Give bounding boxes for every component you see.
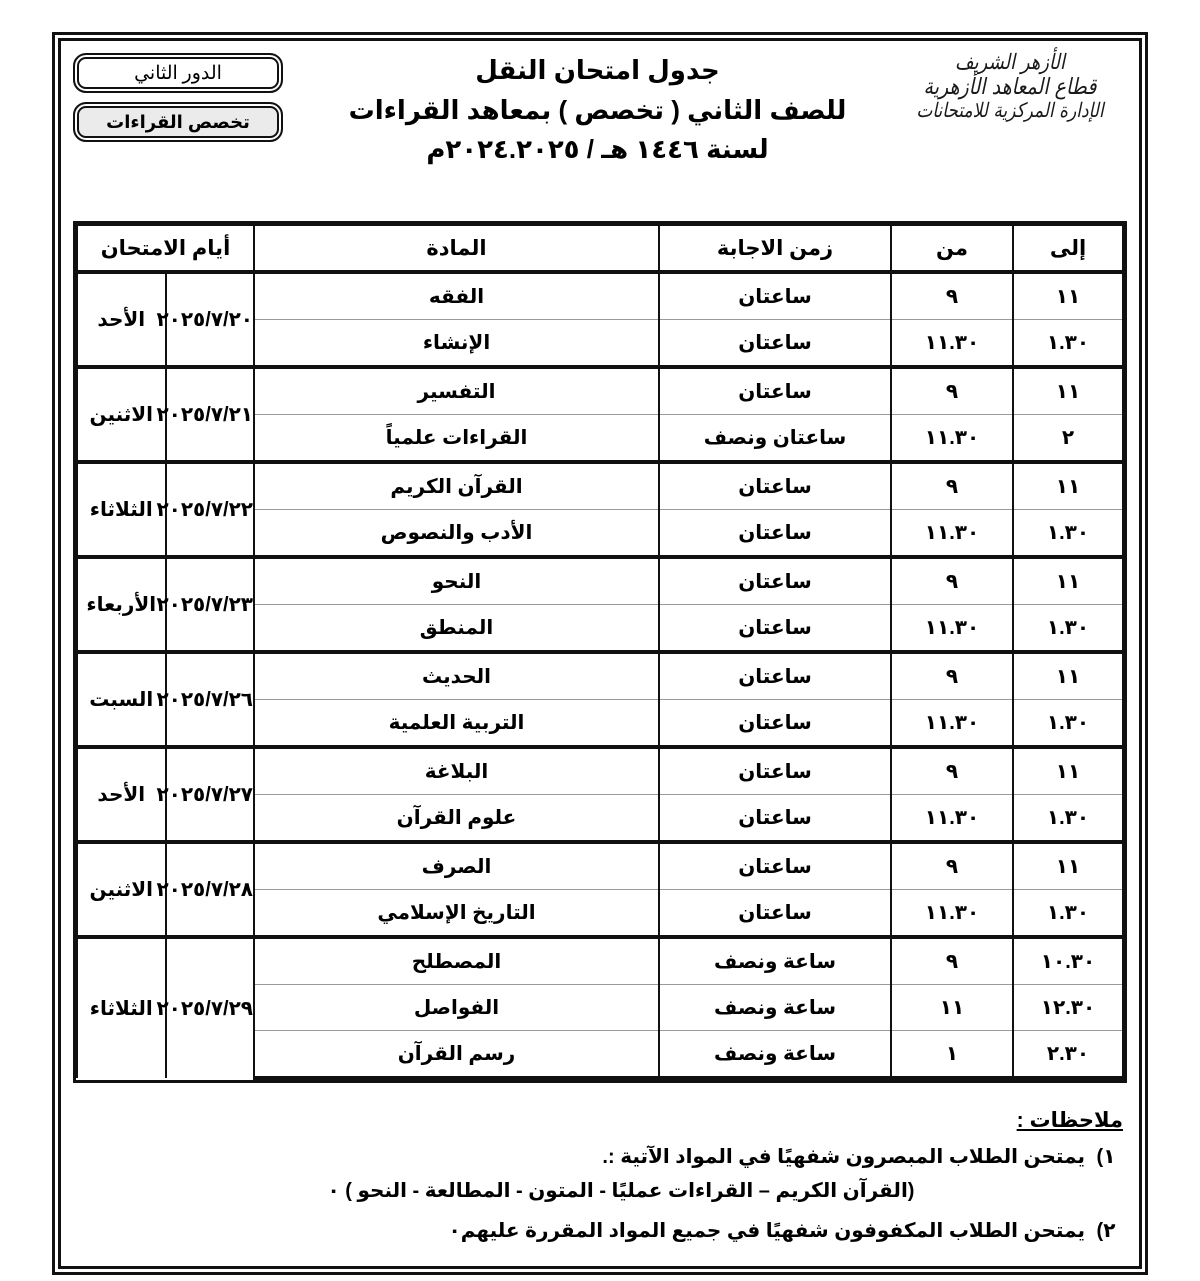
cell-from: ١١.٣٠ bbox=[891, 605, 1013, 653]
cell-from: ٩ bbox=[891, 462, 1013, 510]
table-body bbox=[77, 272, 1123, 1078]
cell-subject: النحو bbox=[254, 557, 659, 605]
table-row bbox=[77, 842, 1123, 890]
column-header-to: إلى bbox=[1013, 225, 1123, 272]
cell-subject: القرآن الكريم bbox=[254, 462, 659, 510]
cell-from: ١١.٣٠ bbox=[891, 700, 1013, 748]
cell-duration: ساعتان bbox=[659, 747, 891, 795]
cell-duration: ساعتان bbox=[659, 462, 891, 510]
cell-to: ١.٣٠ bbox=[1013, 795, 1123, 843]
cell-from: ٩ bbox=[891, 272, 1013, 320]
cell-exam-day: الأحد bbox=[77, 272, 166, 367]
cell-exam-date: ٢٠٢٥/٧/٢٨ bbox=[166, 842, 255, 937]
column-header-duration: زمن الاجابة bbox=[659, 225, 891, 272]
table-row bbox=[77, 652, 1123, 700]
cell-subject: الفقه bbox=[254, 272, 659, 320]
cell-to: ١١ bbox=[1013, 747, 1123, 795]
cell-from: ١١ bbox=[891, 985, 1013, 1031]
cell-exam-date: ٢٠٢٥/٧/٢٩ bbox=[166, 937, 255, 1078]
title-line-2: للصف الثاني ( تخصص ) بمعاهد القراءات bbox=[348, 94, 847, 125]
cell-subject: الأدب والنصوص bbox=[254, 510, 659, 558]
cell-subject: الإنشاء bbox=[254, 320, 659, 368]
logo-line-2: قطاع المعاهد الأزهرية bbox=[923, 73, 1097, 100]
cell-subject: البلاغة bbox=[254, 747, 659, 795]
cell-to: ١٢.٣٠ bbox=[1013, 985, 1123, 1031]
cell-to: ١.٣٠ bbox=[1013, 320, 1123, 368]
column-header-exam-days: أيام الامتحان bbox=[77, 225, 254, 272]
cell-duration: ساعتان bbox=[659, 272, 891, 320]
cell-duration: ساعتان ونصف bbox=[659, 415, 891, 463]
column-header-subject: المادة bbox=[254, 225, 659, 272]
cell-to: ١١ bbox=[1013, 842, 1123, 890]
cell-from: ١ bbox=[891, 1031, 1013, 1079]
cell-duration: ساعة ونصف bbox=[659, 985, 891, 1031]
cell-to: ١١ bbox=[1013, 367, 1123, 415]
cell-to: ٢ bbox=[1013, 415, 1123, 463]
cell-to: ١١ bbox=[1013, 462, 1123, 510]
exam-schedule-table bbox=[76, 224, 1124, 1080]
cell-exam-day: السبت bbox=[77, 652, 166, 747]
cell-from: ٩ bbox=[891, 557, 1013, 605]
table-row bbox=[77, 937, 1123, 985]
table-head bbox=[77, 225, 1123, 272]
cell-exam-day: الاثنين bbox=[77, 842, 166, 937]
cell-from: ١١.٣٠ bbox=[891, 795, 1013, 843]
cell-to: ١١ bbox=[1013, 557, 1123, 605]
note-number: ٢) bbox=[1096, 1220, 1116, 1242]
logo-line-1: الأزهر الشريف bbox=[955, 50, 1065, 75]
table-row bbox=[77, 367, 1123, 415]
cell-exam-day: الثلاثاء bbox=[77, 462, 166, 557]
page-title bbox=[315, 51, 880, 170]
cell-subject: الحديث bbox=[254, 652, 659, 700]
round-badge-label: الدور الثاني bbox=[134, 62, 222, 84]
cell-subject: رسم القرآن bbox=[254, 1031, 659, 1079]
exam-schedule-table-wrapper bbox=[73, 221, 1127, 1083]
cell-exam-day: الأربعاء bbox=[77, 557, 166, 652]
cell-duration: ساعتان bbox=[659, 557, 891, 605]
cell-to: ١٠.٣٠ bbox=[1013, 937, 1123, 985]
cell-duration: ساعتان bbox=[659, 890, 891, 938]
notes-section bbox=[73, 1108, 1127, 1252]
note-item bbox=[73, 1217, 1127, 1246]
cell-exam-day: الأحد bbox=[77, 747, 166, 842]
cell-subject: الفواصل bbox=[254, 985, 659, 1031]
cell-duration: ساعتان bbox=[659, 700, 891, 748]
cell-subject: التاريخ الإسلامي bbox=[254, 890, 659, 938]
table-row bbox=[77, 272, 1123, 320]
cell-subject: المصطلح bbox=[254, 937, 659, 985]
cell-duration: ساعة ونصف bbox=[659, 937, 891, 985]
cell-subject: القراءات علمياً bbox=[254, 415, 659, 463]
table-row bbox=[77, 462, 1123, 510]
cell-from: ٩ bbox=[891, 747, 1013, 795]
table-row bbox=[77, 747, 1123, 795]
cell-to: ١.٣٠ bbox=[1013, 700, 1123, 748]
cell-to: ١.٣٠ bbox=[1013, 605, 1123, 653]
cell-to: ١١ bbox=[1013, 652, 1123, 700]
cell-exam-date: ٢٠٢٥/٧/٢٠ bbox=[166, 272, 255, 367]
cell-subject: التربية العلمية bbox=[254, 700, 659, 748]
cell-duration: ساعتان bbox=[659, 652, 891, 700]
cell-from: ٩ bbox=[891, 937, 1013, 985]
cell-duration: ساعتان bbox=[659, 320, 891, 368]
note-subtext: (القرآن الكريم – القراءات عمليًا - المتون - المطالعة - النحو ) ٠ bbox=[327, 1180, 915, 1202]
document-header bbox=[65, 45, 1135, 210]
notes-list bbox=[73, 1143, 1127, 1246]
table-header-row bbox=[77, 225, 1123, 272]
cell-from: ٩ bbox=[891, 367, 1013, 415]
column-header-from: من bbox=[891, 225, 1013, 272]
note-text: يمتحن الطلاب المبصرون شفهيًا في المواد الآتية :. bbox=[602, 1146, 1085, 1168]
cell-from: ١١.٣٠ bbox=[891, 890, 1013, 938]
cell-from: ٩ bbox=[891, 842, 1013, 890]
note-item bbox=[73, 1143, 1127, 1172]
round-badge bbox=[73, 53, 283, 93]
cell-subject: الصرف bbox=[254, 842, 659, 890]
notes-title: ملاحظات : bbox=[1016, 1109, 1123, 1132]
cell-exam-day: الاثنين bbox=[77, 367, 166, 462]
badge-group bbox=[73, 53, 283, 151]
cell-exam-date: ٢٠٢٥/٧/٢٣ bbox=[166, 557, 255, 652]
cell-duration: ساعتان bbox=[659, 367, 891, 415]
page-frame bbox=[52, 32, 1148, 1275]
cell-from: ١١.٣٠ bbox=[891, 415, 1013, 463]
logo-line-3: الإدارة المركزية للامتحانات bbox=[916, 98, 1104, 123]
cell-subject: علوم القرآن bbox=[254, 795, 659, 843]
note-text: يمتحن الطلاب المكفوفون شفهيًا في جميع المواد المقررة عليهم٠ bbox=[448, 1220, 1085, 1242]
title-line-1: جدول امتحان النقل bbox=[475, 55, 720, 85]
cell-from: ١١.٣٠ bbox=[891, 320, 1013, 368]
table-row bbox=[77, 557, 1123, 605]
cell-to: ١١ bbox=[1013, 272, 1123, 320]
cell-exam-date: ٢٠٢٥/٧/٢٦ bbox=[166, 652, 255, 747]
cell-duration: ساعتان bbox=[659, 510, 891, 558]
cell-from: ٩ bbox=[891, 652, 1013, 700]
azhar-logo bbox=[885, 51, 1135, 122]
cell-duration: ساعة ونصف bbox=[659, 1031, 891, 1079]
title-line-3: لسنة ١٤٤٦ هـ / ٢٠٢٤.٢٠٢٥م bbox=[426, 134, 769, 165]
cell-exam-day: الثلاثاء bbox=[77, 937, 166, 1078]
cell-subject: التفسير bbox=[254, 367, 659, 415]
note-number: ١) bbox=[1096, 1146, 1116, 1168]
cell-duration: ساعتان bbox=[659, 605, 891, 653]
track-badge bbox=[73, 102, 283, 142]
cell-to: ٢.٣٠ bbox=[1013, 1031, 1123, 1079]
track-badge-label: تخصص القراءات bbox=[106, 111, 250, 132]
cell-from: ١١.٣٠ bbox=[891, 510, 1013, 558]
cell-exam-date: ٢٠٢٥/٧/٢٢ bbox=[166, 462, 255, 557]
cell-subject: المنطق bbox=[254, 605, 659, 653]
cell-exam-date: ٢٠٢٥/٧/٢٧ bbox=[166, 747, 255, 842]
cell-to: ١.٣٠ bbox=[1013, 890, 1123, 938]
cell-duration: ساعتان bbox=[659, 795, 891, 843]
cell-exam-date: ٢٠٢٥/٧/٢١ bbox=[166, 367, 255, 462]
cell-duration: ساعتان bbox=[659, 842, 891, 890]
cell-to: ١.٣٠ bbox=[1013, 510, 1123, 558]
